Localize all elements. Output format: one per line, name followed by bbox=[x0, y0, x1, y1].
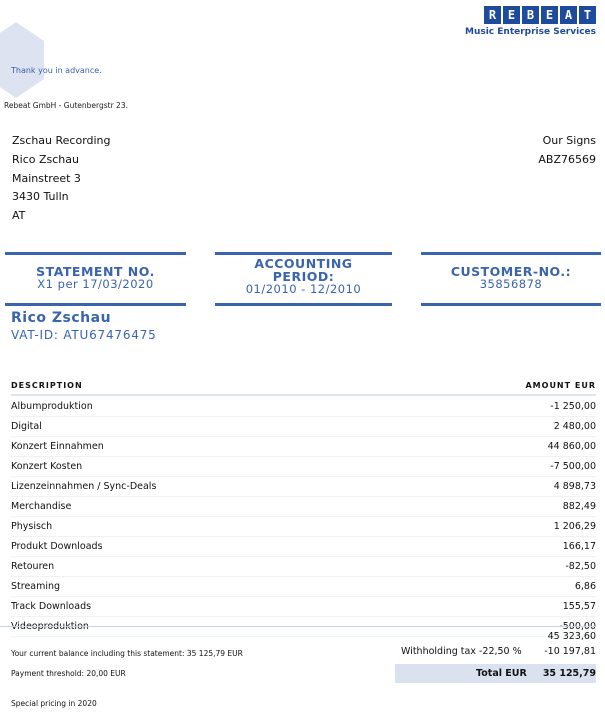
row-amount: -7 500,00 bbox=[550, 461, 596, 472]
row-description: Konzert Einnahmen bbox=[11, 441, 104, 452]
logo-tagline: Music Enterprise Services bbox=[464, 27, 596, 37]
table-row bbox=[11, 557, 596, 577]
sender-address: Rebeat GmbH - Gutenbergstr 23. bbox=[4, 101, 128, 110]
logo-letter: B bbox=[522, 6, 539, 24]
row-amount: 1 206,29 bbox=[553, 521, 596, 532]
recipient-line: AT bbox=[12, 209, 26, 223]
period-box bbox=[215, 252, 392, 306]
table-row bbox=[11, 437, 596, 457]
row-description: Konzert Kosten bbox=[11, 461, 83, 472]
period-label: PERIOD: bbox=[272, 269, 335, 284]
row-description: Streaming bbox=[11, 581, 61, 592]
header-amount: AMOUNT EUR bbox=[525, 381, 596, 390]
row-amount: 44 860,00 bbox=[547, 441, 596, 452]
logo-letters bbox=[458, 6, 596, 24]
table-row bbox=[11, 457, 596, 477]
withholding-label: Withholding tax -22,50 % bbox=[401, 646, 522, 657]
statement-label: STATEMENT NO. bbox=[36, 264, 155, 279]
row-description: Lizenzeinnahmen / Sync-Deals bbox=[11, 481, 157, 492]
header-description: DESCRIPTION bbox=[11, 381, 83, 390]
statement-value: X1 per 17/03/2020 bbox=[37, 277, 154, 291]
total-row bbox=[395, 664, 596, 683]
threshold-note: Payment threshold: 20,00 EUR bbox=[11, 669, 126, 678]
row-amount: 2 480,00 bbox=[553, 421, 596, 432]
row-amount: 882,49 bbox=[562, 501, 596, 512]
logo-letter: R bbox=[484, 6, 501, 24]
table-header bbox=[11, 381, 596, 396]
customer-value: 35856878 bbox=[479, 277, 543, 291]
thanks-note: Thank you in advance. bbox=[11, 66, 102, 75]
logo-letter: A bbox=[560, 6, 577, 24]
customer-box bbox=[421, 252, 601, 306]
table-row bbox=[11, 477, 596, 497]
our-signs-label: Our Signs bbox=[542, 134, 596, 147]
our-signs-value: ABZ76569 bbox=[538, 152, 596, 166]
line-items bbox=[11, 397, 596, 637]
table-row bbox=[11, 517, 596, 537]
table-row bbox=[11, 577, 596, 597]
logo-letter: E bbox=[503, 6, 520, 24]
row-amount: -1 250,00 bbox=[550, 401, 596, 412]
subtotal-row bbox=[0, 626, 596, 645]
balance-note: Your current balance including this statement: 35 125,79 EUR bbox=[11, 649, 243, 658]
row-description: Retouren bbox=[11, 561, 55, 572]
table-row bbox=[11, 397, 596, 417]
recipient-line: Rico Zschau bbox=[12, 152, 79, 166]
withholding-row bbox=[401, 646, 596, 657]
row-amount: 4 898,73 bbox=[553, 481, 596, 492]
row-description: Albumproduktion bbox=[11, 401, 93, 412]
recipient-line: Zschau Recording bbox=[12, 134, 111, 147]
subtotal-value: 45 323,60 bbox=[547, 630, 596, 642]
row-amount: -82,50 bbox=[565, 561, 596, 572]
row-description: Physisch bbox=[11, 521, 53, 532]
rebeat-logo bbox=[458, 6, 596, 37]
recipient-line: 3430 Tulln bbox=[12, 190, 69, 204]
row-amount: -500,00 bbox=[559, 621, 596, 632]
total-value: 35 125,79 bbox=[542, 668, 596, 679]
period-label: ACCOUNTING bbox=[254, 256, 353, 271]
row-description: Produkt Downloads bbox=[11, 541, 103, 552]
table-row bbox=[11, 537, 596, 557]
recipient-line: Mainstreet 3 bbox=[12, 171, 81, 185]
row-description: Merchandise bbox=[11, 501, 72, 512]
table-row bbox=[11, 597, 596, 617]
hexagon-decoration bbox=[0, 22, 44, 98]
total-label: Total EUR bbox=[476, 668, 527, 679]
client-name: Rico Zschau bbox=[11, 310, 112, 326]
row-amount: 6,86 bbox=[574, 581, 596, 592]
our-signs bbox=[538, 132, 596, 170]
row-description: Track Downloads bbox=[11, 601, 92, 612]
customer-label: CUSTOMER-NO.: bbox=[450, 264, 572, 279]
withholding-value: -10 197,81 bbox=[544, 646, 596, 657]
special-pricing-note: Special pricing in 2020 bbox=[11, 699, 97, 708]
logo-letter: T bbox=[579, 6, 596, 24]
period-value: 01/2010 - 12/2010 bbox=[245, 282, 362, 296]
statement-box bbox=[5, 252, 186, 306]
vat-id: VAT-ID: ATU67476475 bbox=[11, 328, 157, 342]
row-description: Videoproduktion bbox=[11, 621, 89, 632]
logo-letter: E bbox=[541, 6, 558, 24]
row-description: Digital bbox=[11, 421, 42, 432]
table-row bbox=[11, 497, 596, 517]
row-amount: 155,57 bbox=[562, 601, 596, 612]
row-amount: 166,17 bbox=[562, 541, 596, 552]
recipient-address bbox=[12, 132, 111, 226]
table-row bbox=[11, 417, 596, 437]
